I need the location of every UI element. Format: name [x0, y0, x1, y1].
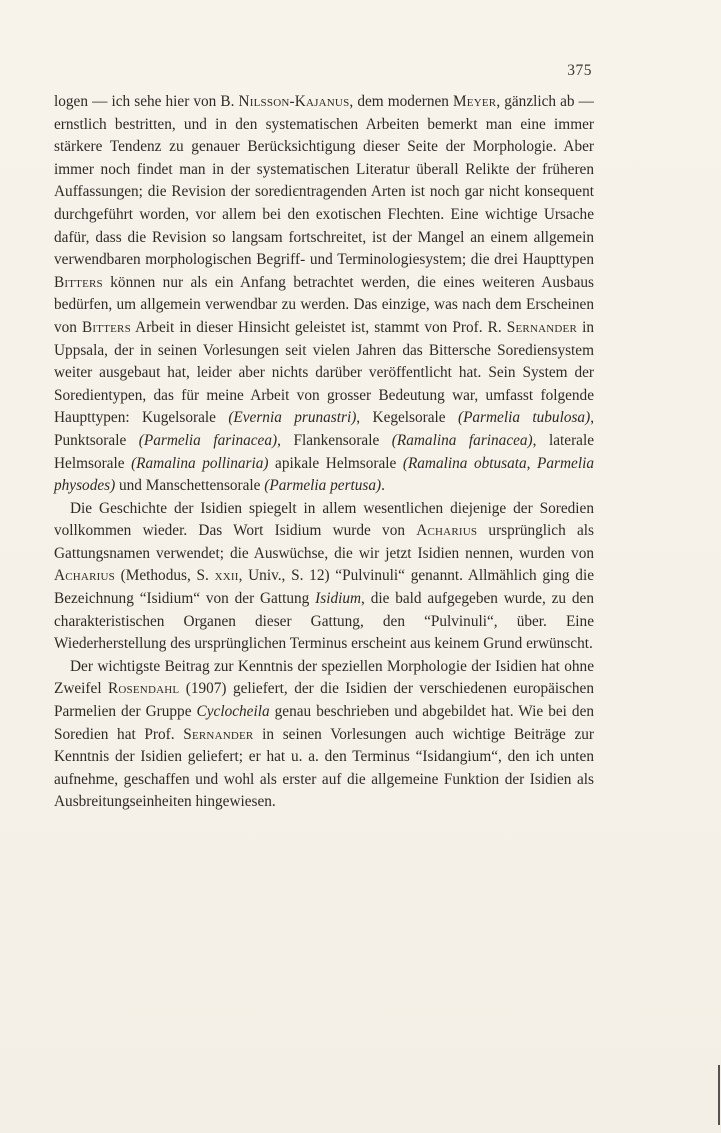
- text-run: , Punktsorale: [54, 409, 595, 449]
- species-name: (Parmelia tubulosa): [457, 409, 591, 427]
- species-name: (Evernia prunastri): [228, 409, 357, 427]
- species-name: Cyclocheila: [196, 703, 270, 721]
- text-run: , gänzlich ab — ernstlich bestritten, und in den systematischen Arbeiten bemerkt man eine immer stärkere Tendenz zu genauer Berücksichtigung dieser Seite der Morphologie. Aber immer noch findet man in der systematischen Literatur überall Relikte der früheren Auffassungen; die Revision der sorediєntragenden Arten ist noch gar nicht konsequent durchgeführt worden, vor allem bei den exotischen Flechten. Eine wichtige Ursache dafür, dass die Revision so langsam fortschreitet, ist der Mangel an einem allgemein verwendbaren morphologischen Begriff- und Terminologiesystem; die drei Haupttypen: [54, 93, 594, 269]
- text-run: , dem modernen: [349, 93, 453, 110]
- text-run: Die Geschichte der Isidien spiegelt in allem wesentlichen diejenige der Soredien vollkommen wieder. Das Wort Isidium wurde von: [54, 499, 594, 540]
- species-name: (Parmelia farinacea): [138, 431, 278, 449]
- text-run: logen — ich sehe hier von B.: [54, 93, 239, 110]
- species-name: (Ramalina farinacea): [391, 431, 533, 449]
- body-text: [54, 91, 594, 814]
- species-name: (Ramalina pollinaria): [131, 454, 269, 472]
- author-name: Sernander: [506, 318, 577, 336]
- text-run: ursprünglich als Gattungsnamen verwendet; die Auswüchse, die wir jetzt Isidien nennen, wurden von: [54, 522, 594, 562]
- author-name: Nilsson-Kajanus: [238, 93, 350, 110]
- text-run: , die bald aufgegeben wurde, zu den charakteristischen Organen dieser Gattung, den “Pulvinuli“, über. Eine Wiederherstellung des ursprünglichen Terminus erscheint aus keinem Grund erwünscht.: [54, 590, 594, 653]
- species-name: (Ramalina obtusata, Parmelia physodes): [54, 454, 594, 495]
- scan-edge-mark: [718, 1065, 720, 1125]
- author-name: Acharius: [416, 522, 478, 540]
- author-name: Rosendahl: [108, 680, 180, 698]
- text-run: .: [381, 477, 385, 495]
- text-run: in seinen Vorlesungen auch wichtige Beiträge zur Kenntnis der Isidien geliefert; er hat u. a. den Terminus “Isidangium“, den ich unten aufnehme, geschaffen und wohl als erster auf die allgemeine Funktion der Isidien als Ausbreitungseinheiten hingewiesen.: [54, 725, 594, 811]
- text-run: (1907) geliefert, der die Isidien der verschiedenen europäischen Parmelien der Gruppe: [54, 680, 594, 721]
- text-run: Arbeit in dieser Hinsicht geleistet ist, stammt von Prof. R.: [130, 318, 507, 336]
- text-run: , Flankensorale: [277, 431, 392, 449]
- text-run: (Methodus, S.: [114, 567, 215, 585]
- text-run: , Kegelsorale: [356, 409, 458, 427]
- text-run: , Univ., S. 12) “Pulvinuli“ genannt. Allmählich ging die Bezeichnung “Isidium“ von der Gattung: [54, 567, 594, 608]
- paragraph: [54, 91, 594, 498]
- author-name: Sernander: [183, 725, 254, 743]
- species-name: (Parmelia pertusa): [264, 477, 382, 495]
- text-run: apikale Helmsorale: [268, 454, 403, 472]
- text-run: können nur als ein Anfang betrachtet werden, die eines weiteren Ausbaus bedürfen, um allgemein verwendbar zu werden. Das einzige, was nach dem Erscheinen von: [54, 273, 594, 336]
- text-run: Der wichtigste Beitrag zur Kenntnis der speziellen Morphologie der Isidien hat ohne Zweifel: [54, 657, 594, 698]
- author-name: Bitters: [82, 318, 131, 336]
- paragraph: [54, 498, 594, 656]
- author-name: Meyer: [453, 93, 497, 110]
- text-run: und Manschettensorale: [115, 477, 265, 495]
- author-name: Bitters: [54, 273, 103, 291]
- text-run: genau beschrieben und abgebildet hat. Wie bei den Soredien hat Prof.: [54, 703, 595, 743]
- author-name: xxii: [214, 567, 239, 585]
- text-run: in Uppsala, der in seinen Vorlesungen seit vielen Jahren das Bittersche Sorediensystem weiter ausgebaut hat, leider aber nichts darüber veröffentlicht hat. Sein System der Soredientypen, das für meine Arbeit von grosser Bedeutung war, umfasst folgende Haupttypen: Kugelsorale: [54, 318, 594, 427]
- species-name: Isidium: [315, 590, 362, 608]
- author-name: Acharius: [54, 567, 115, 585]
- text-run: , laterale Helmsorale: [54, 431, 595, 472]
- page-number: 375: [567, 62, 592, 79]
- paragraph: [54, 656, 594, 814]
